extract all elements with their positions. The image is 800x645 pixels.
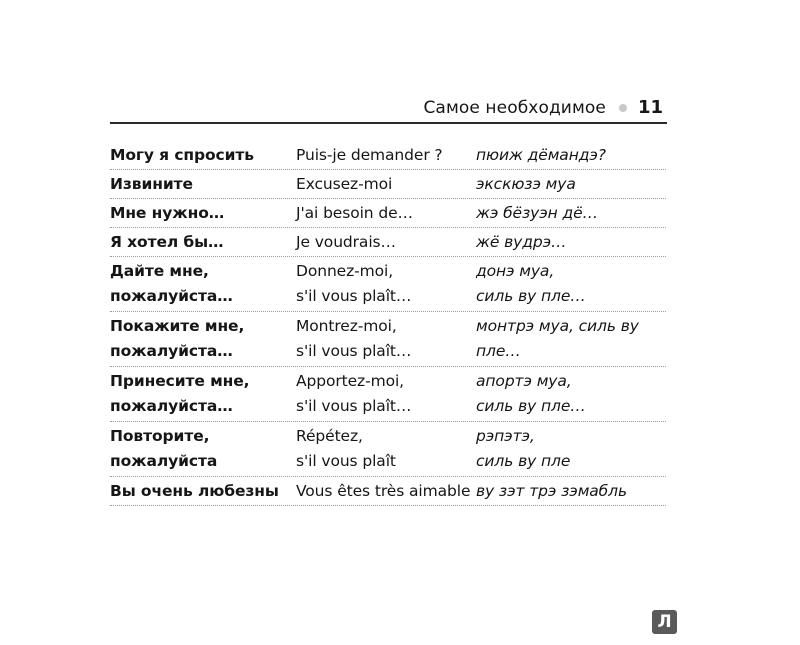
phrase-row: [110, 312, 666, 367]
phrase-row: [110, 477, 666, 506]
russian-phrase: Повторите, пожалуйста: [110, 427, 218, 470]
russian-phrase: Покажите мне, пожалуйста…: [110, 317, 245, 360]
bullet-dot-icon: [619, 104, 627, 112]
transcription: пюиж дёмандэ?: [476, 146, 606, 164]
phrase-table: [110, 141, 666, 506]
transcription: рэпэтэ, силь ву пле: [476, 427, 571, 470]
french-phrase: Excusez-moi: [296, 175, 393, 193]
transcription: монтрэ муа, силь ву пле…: [476, 317, 639, 360]
french-phrase: J'ai besoin de…: [296, 204, 413, 222]
section-title: Самое необходимое: [423, 98, 606, 118]
transcription: экскюзэ муа: [476, 175, 576, 193]
running-head: [423, 98, 663, 118]
russian-phrase: Могу я спросить: [110, 146, 254, 164]
phrase-row: [110, 228, 666, 257]
russian-phrase: Принесите мне, пожалуйста…: [110, 372, 250, 415]
french-phrase: Donnez-moi, s'il vous plaît…: [296, 262, 412, 305]
phrase-row: [110, 141, 666, 170]
transcription: жэ бёзуэн дё…: [476, 204, 598, 222]
russian-phrase: Мне нужно…: [110, 204, 225, 222]
french-phrase: Apportez-moi, s'il vous plaît…: [296, 372, 412, 415]
transcription: апортэ муа, силь ву пле…: [476, 372, 586, 415]
phrase-row: [110, 367, 666, 422]
phrase-row: [110, 199, 666, 228]
phrase-row: [110, 257, 666, 312]
french-phrase: Répétez, s'il vous plaît: [296, 427, 396, 470]
transcription: ву зэт трэ зэмабль: [476, 482, 627, 500]
russian-phrase: Извините: [110, 175, 193, 193]
french-phrase: Puis-je demander ?: [296, 146, 443, 164]
russian-phrase: Я хотел бы…: [110, 233, 224, 251]
french-phrase: Montrez-moi, s'il vous plaît…: [296, 317, 412, 360]
publisher-logo-icon: Л: [652, 610, 677, 634]
phrase-row: [110, 422, 666, 477]
french-phrase: Vous êtes très aimable: [296, 482, 471, 500]
page-header: [110, 90, 667, 124]
french-phrase: Je voudrais…: [296, 233, 396, 251]
russian-phrase: Дайте мне, пожалуйста…: [110, 262, 233, 305]
transcription: жё вудрэ…: [476, 233, 567, 251]
phrase-row: [110, 170, 666, 199]
page-number: 11: [637, 97, 663, 118]
transcription: донэ муа, силь ву пле…: [476, 262, 586, 305]
russian-phrase: Вы очень любезны: [110, 482, 279, 500]
